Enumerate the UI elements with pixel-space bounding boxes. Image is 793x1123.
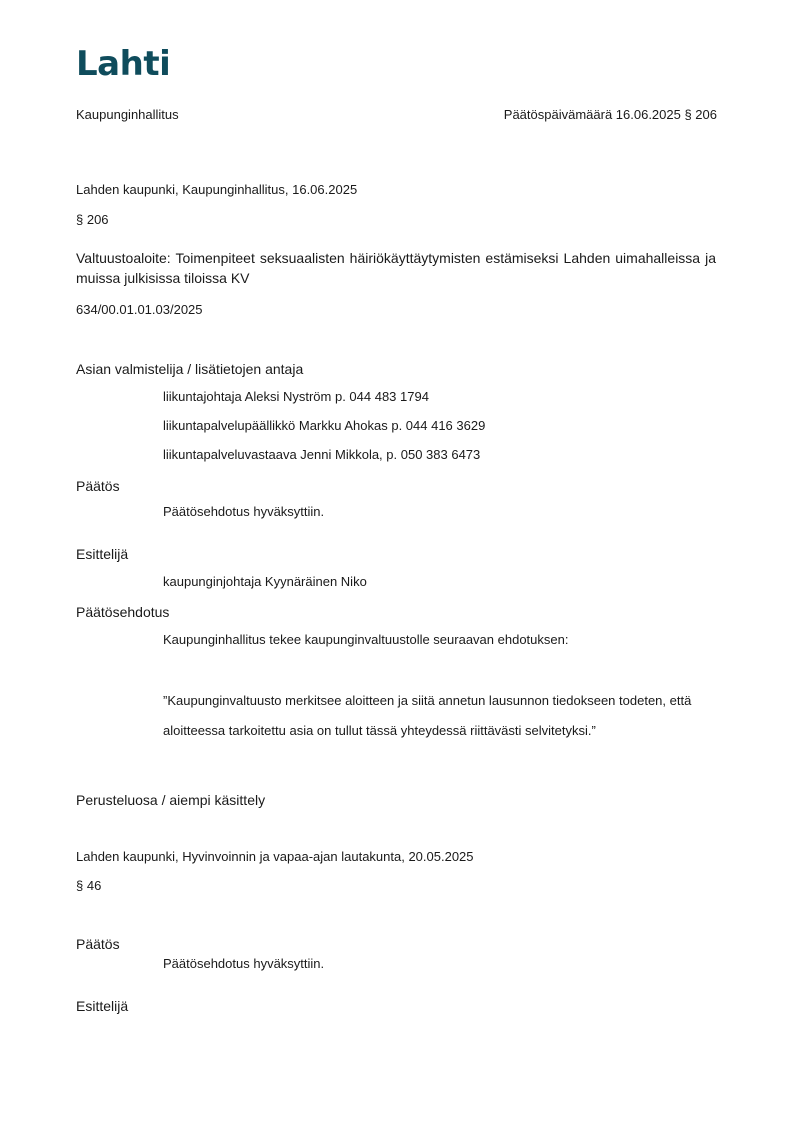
background-decision-heading: Päätös	[76, 936, 120, 952]
decision-text: Päätösehdotus hyväksyttiin.	[163, 504, 325, 519]
preparer-3: liikuntapalveluvastaava Jenni Mikkola, p. 050 383 6473	[163, 447, 481, 462]
presenter-heading: Esittelijä	[76, 546, 129, 562]
item-title: Valtuustoaloite: Toimenpiteet seksuaalisten häiriökäyttäytymisten estämiseksi Lahden uimahalleissa ja muissa julkisissa tiloissa KV	[76, 250, 716, 286]
background-meeting-line: Lahden kaupunki, Hyvinvoinnin ja vapaa-ajan lautakunta, 20.05.2025	[76, 849, 474, 864]
proposal-heading: Päätösehdotus	[76, 604, 170, 620]
meeting-line: Lahden kaupunki, Kaupunginhallitus, 16.06.2025	[76, 182, 358, 197]
preparer-2: liikuntapalvelupäällikkö Markku Ahokas p. 044 416 3629	[163, 418, 486, 433]
decision-heading: Päätös	[76, 478, 120, 494]
proposal-intro: Kaupunginhallitus tekee kaupunginvaltuustolle seuraavan ehdotuksen:	[163, 632, 569, 647]
background-presenter-heading: Esittelijä	[76, 998, 129, 1014]
proposal-quote: ”Kaupunginvaltuusto merkitsee aloitteen ja siitä annetun lausunnon tiedokseen todeten, että aloitteessa tarkoitettu asia on tullut tässä yhteydessä riittävästi selvitetyksi.”	[163, 693, 692, 738]
record-number: 634/00.01.01.03/2025	[76, 302, 203, 317]
preparer-1: liikuntajohtaja Aleksi Nyström p. 044 483 1794	[163, 389, 429, 404]
header-decision-date: Päätöspäivämäärä 16.06.2025 § 206	[503, 107, 717, 122]
background-section: § 46	[76, 878, 102, 893]
background-decision-text: Päätösehdotus hyväksyttiin.	[163, 956, 325, 971]
lahti-logo: Lahti	[76, 44, 171, 84]
preparers-heading: Asian valmistelija / lisätietojen antaja	[76, 361, 304, 377]
header-organ: Kaupunginhallitus	[76, 107, 179, 122]
background-heading: Perusteluosa / aiempi käsittely	[76, 792, 266, 808]
presenter-name: kaupunginjohtaja Kyynäräinen Niko	[163, 574, 367, 589]
meeting-section: § 206	[76, 212, 109, 227]
